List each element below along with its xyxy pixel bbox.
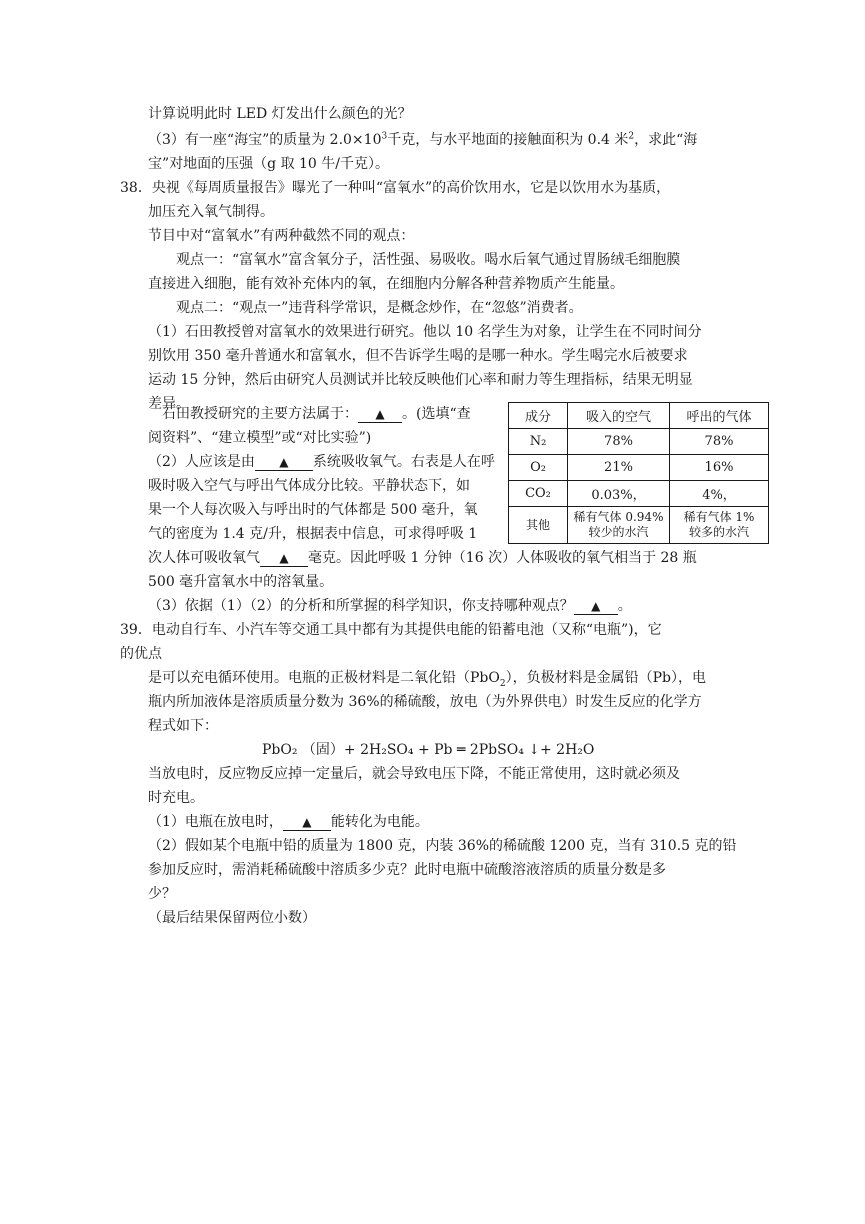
answer-blank[interactable]: ▲ <box>260 550 308 567</box>
question-3-line: （3）有一座“海宝”的质量为 $2.0\times 10^3$千克，与水平地面的接触面积为 0.4 米$^2$，求此“海 <box>148 131 698 148</box>
table-header: 成分 <box>509 403 568 429</box>
text-line: 时充电。 <box>148 790 204 806</box>
part-3-line: （3）依据（1）（2）的分析和所掌握的科学知识，你支持哪种观点？ ▲ 。 <box>148 598 632 614</box>
text-line: 当放电时，反应物反应掉一定量后，就会导致电压下降，不能正常使用，这时就必须及 <box>148 766 680 782</box>
table-header-row <box>509 403 769 429</box>
text-line: 计算说明此时 LED 灯发出什么颜色的光？ <box>148 106 412 122</box>
table-cell: 78% <box>568 429 670 455</box>
table-cell: 4%， <box>670 481 769 507</box>
text-line: 程式如下： <box>148 718 218 734</box>
answer-blank[interactable]: ▲ <box>358 406 402 423</box>
text-line: 节目中对“富氧水”有两种截然不同的观点： <box>148 228 415 244</box>
table-row <box>509 507 769 544</box>
text-line: 是可以充电循环使用。电瓶的正极材料是二氧化铅（PbO$_2$），负极材料是金属铅（Pb），电 <box>148 670 706 689</box>
text-line: 宝”对地面的压强（g 取 10 牛/千克）。 <box>148 156 390 172</box>
text-line: 瓶内所加液体是溶质质量分数为 36%的稀硫酸，放电（为外界供电）时发生反应的化学方 <box>148 694 702 710</box>
answer-blank[interactable]: ▲ <box>255 454 313 471</box>
text-line: 参加反应时，需消耗稀硫酸中溶质多少克？此时电瓶中硫酸溶液溶质的质量分数是多 <box>148 862 666 878</box>
text-line: 次人体可吸收氧气 ▲ 毫克。因此呼吸 1 分钟（16 次）人体吸收的氧气相当于 28 瓶 <box>148 550 697 566</box>
text-line: 阅资料”、“建立模型”或“对比实验”) <box>148 430 372 446</box>
gas-composition-table <box>508 402 769 544</box>
viewpoint-two: 观点二：“观点一”违背科学常识，是概念炒作，在“忽悠”消费者。 <box>176 300 583 316</box>
part-2-line: （2）人应该是由 ▲ 系统吸收氧气。右表是人在呼 <box>148 454 495 470</box>
subquestion-2: （2）假如某个电瓶中铅的质量为 1800 克，内装 36%的稀硫酸 1200 克，当有 310.5 克的铅 <box>148 838 737 854</box>
text-line: （最后结果保留两位小数） <box>148 910 316 926</box>
question-39-title: 39．电动自行车、小汽车等交通工具中都有为其提供电能的铅蓄电池（又称“电瓶”)，它 <box>120 622 662 638</box>
text-line: 运动 15 分钟，然后由研究人员测试并比较反映他们心率和耐力等生理指标，结果无明显 <box>148 372 693 388</box>
question-38-title: 38．央视《每周质量报告》曝光了一种叫“富氧水”的高价饮用水，它是以饮用水为基质， <box>120 180 671 196</box>
table-cell: N₂ <box>509 429 568 455</box>
table-cell: 稀有气体 1% 较多的水汽 <box>670 507 769 544</box>
text-line: 直接进入细胞，能有效补充体内的氧，在细胞内分解各种营养物质产生能量。 <box>148 276 624 292</box>
table-cell: O₂ <box>509 455 568 481</box>
table-cell: 78% <box>670 429 769 455</box>
table-cell: 0.03%， <box>568 481 670 507</box>
text-line: 加压充入氧气制得。 <box>148 204 274 220</box>
part-1-line: （1）石田教授曾对富氧水的效果进行研究。他以 10 名学生为对象，让学生在不同时间分 <box>148 324 702 340</box>
method-line: 石田教授研究的主要方法属于： ▲ 。(选填“查 <box>162 406 471 422</box>
table-row <box>509 429 769 455</box>
answer-blank[interactable]: ▲ <box>283 814 331 831</box>
table-cell: 稀有气体 0.94% 较少的水汽 <box>568 507 670 544</box>
table-cell: CO₂ <box>509 481 568 507</box>
subquestion-1: （1）电瓶在放电时， ▲ 能转化为电能。 <box>148 814 429 830</box>
text-line: 差异。 <box>148 396 190 412</box>
table-header: 呼出的气体 <box>670 403 769 429</box>
text-line: 吸时吸入空气与呼出气体成分比较。平静状态下，如 <box>148 478 470 494</box>
text-line: 气的密度为 1.4 克/升，根据表中信息，可求得呼吸 1 <box>148 526 478 542</box>
text-line: 少？ <box>148 886 176 902</box>
text-line: 500 毫升富氧水中的溶氧量。 <box>148 574 334 590</box>
table-cell: 其他 <box>509 507 568 544</box>
text-line: 的优点 <box>120 646 162 662</box>
text-line: 别饮用 350 毫升普通水和富氧水，但不告诉学生喝的是哪一种水。学生喝完水后被要求 <box>148 348 688 364</box>
table-row <box>509 481 769 507</box>
chemical-equation: PbO₂ （固）+ 2H₂SO₄ + Pb ═ 2PbSO₄ ↓+ 2H₂O <box>262 742 595 758</box>
table-row <box>509 455 769 481</box>
table-cell: 21% <box>568 455 670 481</box>
text-line: 果一个人每次吸入与呼出时的气体都是 500 毫升，氧 <box>148 502 478 518</box>
viewpoint-one: 观点一：“富氧水”富含氧分子，活性强、易吸收。喝水后氧气通过胃肠绒毛细胞膜 <box>176 252 681 268</box>
table-cell: 16% <box>670 455 769 481</box>
table-header: 吸入的空气 <box>568 403 670 429</box>
answer-blank[interactable]: ▲ <box>574 598 618 615</box>
